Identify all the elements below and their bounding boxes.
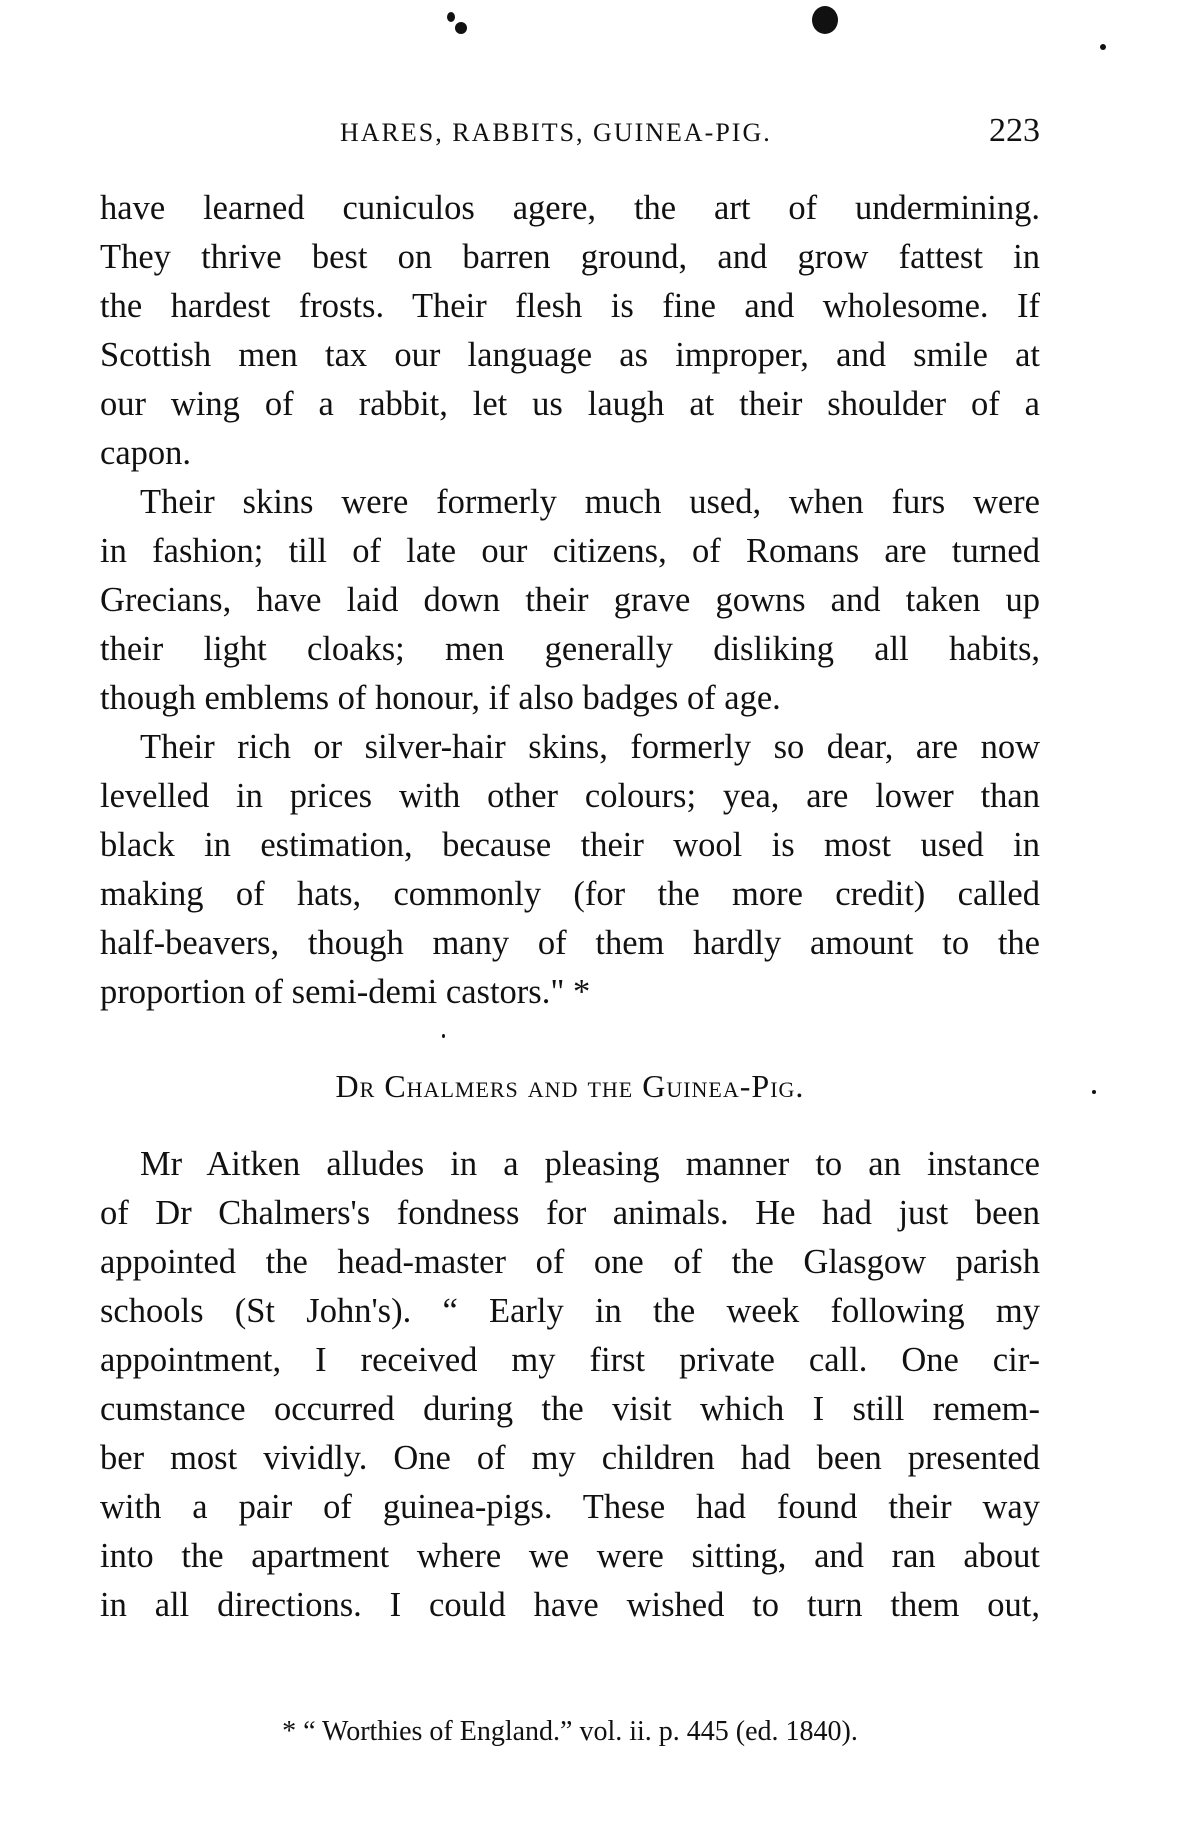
text-line: making of hats, commonly (for the more credit) called xyxy=(100,875,1040,913)
text-line: schools (St John's). “ Early in the week following my xyxy=(100,1292,1040,1330)
ink-speck xyxy=(1092,1090,1096,1094)
text-line: ber most vividly. One of my children had been presented xyxy=(100,1439,1040,1477)
ink-speck xyxy=(442,1034,445,1038)
footnote: * “ Worthies of England.” vol. ii. p. 445 (ed. 1840). xyxy=(282,1716,858,1747)
running-head: HARES, RABBITS, GUINEA-PIG. xyxy=(340,118,772,147)
text-line: capon. xyxy=(100,434,192,472)
text-line: the hardest frosts. Their flesh is fine and wholesome. If xyxy=(100,287,1040,325)
text-line: Their skins were formerly much used, when furs were xyxy=(140,483,1040,521)
text-line: their light cloaks; men generally disliking all habits, xyxy=(100,630,1040,668)
main-text-continued xyxy=(100,1140,1040,1630)
text-line: black in estimation, because their wool is most used in xyxy=(100,826,1040,864)
text-line: Grecians, have laid down their grave gowns and taken up xyxy=(100,581,1040,619)
text-line: proportion of semi-demi castors." * xyxy=(100,973,591,1011)
ink-speck xyxy=(1100,44,1106,50)
ink-speck xyxy=(455,22,467,34)
page-header xyxy=(100,112,1040,158)
text-line: have learned cuniculos agere, the art of undermining. xyxy=(100,189,1040,227)
text-line: our wing of a rabbit, let us laugh at their shoulder of a xyxy=(100,385,1040,423)
main-text xyxy=(100,184,1040,1017)
text-line: levelled in prices with other colours; yea, are lower than xyxy=(100,777,1040,815)
text-line: Mr Aitken alludes in a pleasing manner to an instance xyxy=(140,1145,1040,1183)
page-number: 223 xyxy=(989,112,1040,149)
text-line: in fashion; till of late our citizens, of Romans are turned xyxy=(100,532,1040,570)
ink-speck xyxy=(447,12,455,22)
text-line: appointment, I received my first private call. One cir- xyxy=(100,1341,1040,1379)
text-line: Their rich or silver-hair skins, formerly so dear, are now xyxy=(140,728,1040,766)
text-line: appointed the head-master of one of the Glasgow parish xyxy=(100,1243,1040,1281)
text-line: in all directions. I could have wished to turn them out, xyxy=(100,1586,1040,1624)
text-line: They thrive best on barren ground, and grow fattest in xyxy=(100,238,1040,276)
text-line: cumstance occurred during the visit which I still remem- xyxy=(100,1390,1040,1428)
text-line: into the apartment where we were sitting, and ran about xyxy=(100,1537,1040,1575)
text-line: half-beavers, though many of them hardly amount to the xyxy=(100,924,1040,962)
text-line: of Dr Chalmers's fondness for animals. He had just been xyxy=(100,1194,1040,1232)
text-line: though emblems of honour, if also badges of age. xyxy=(100,679,781,717)
ink-speck xyxy=(812,6,838,34)
text-line: with a pair of guinea-pigs. These had found their way xyxy=(100,1488,1040,1526)
section-heading: Dr Chalmers and the Guinea-Pig. xyxy=(335,1068,805,1104)
text-line: Scottish men tax our language as improper, and smile at xyxy=(100,336,1040,374)
